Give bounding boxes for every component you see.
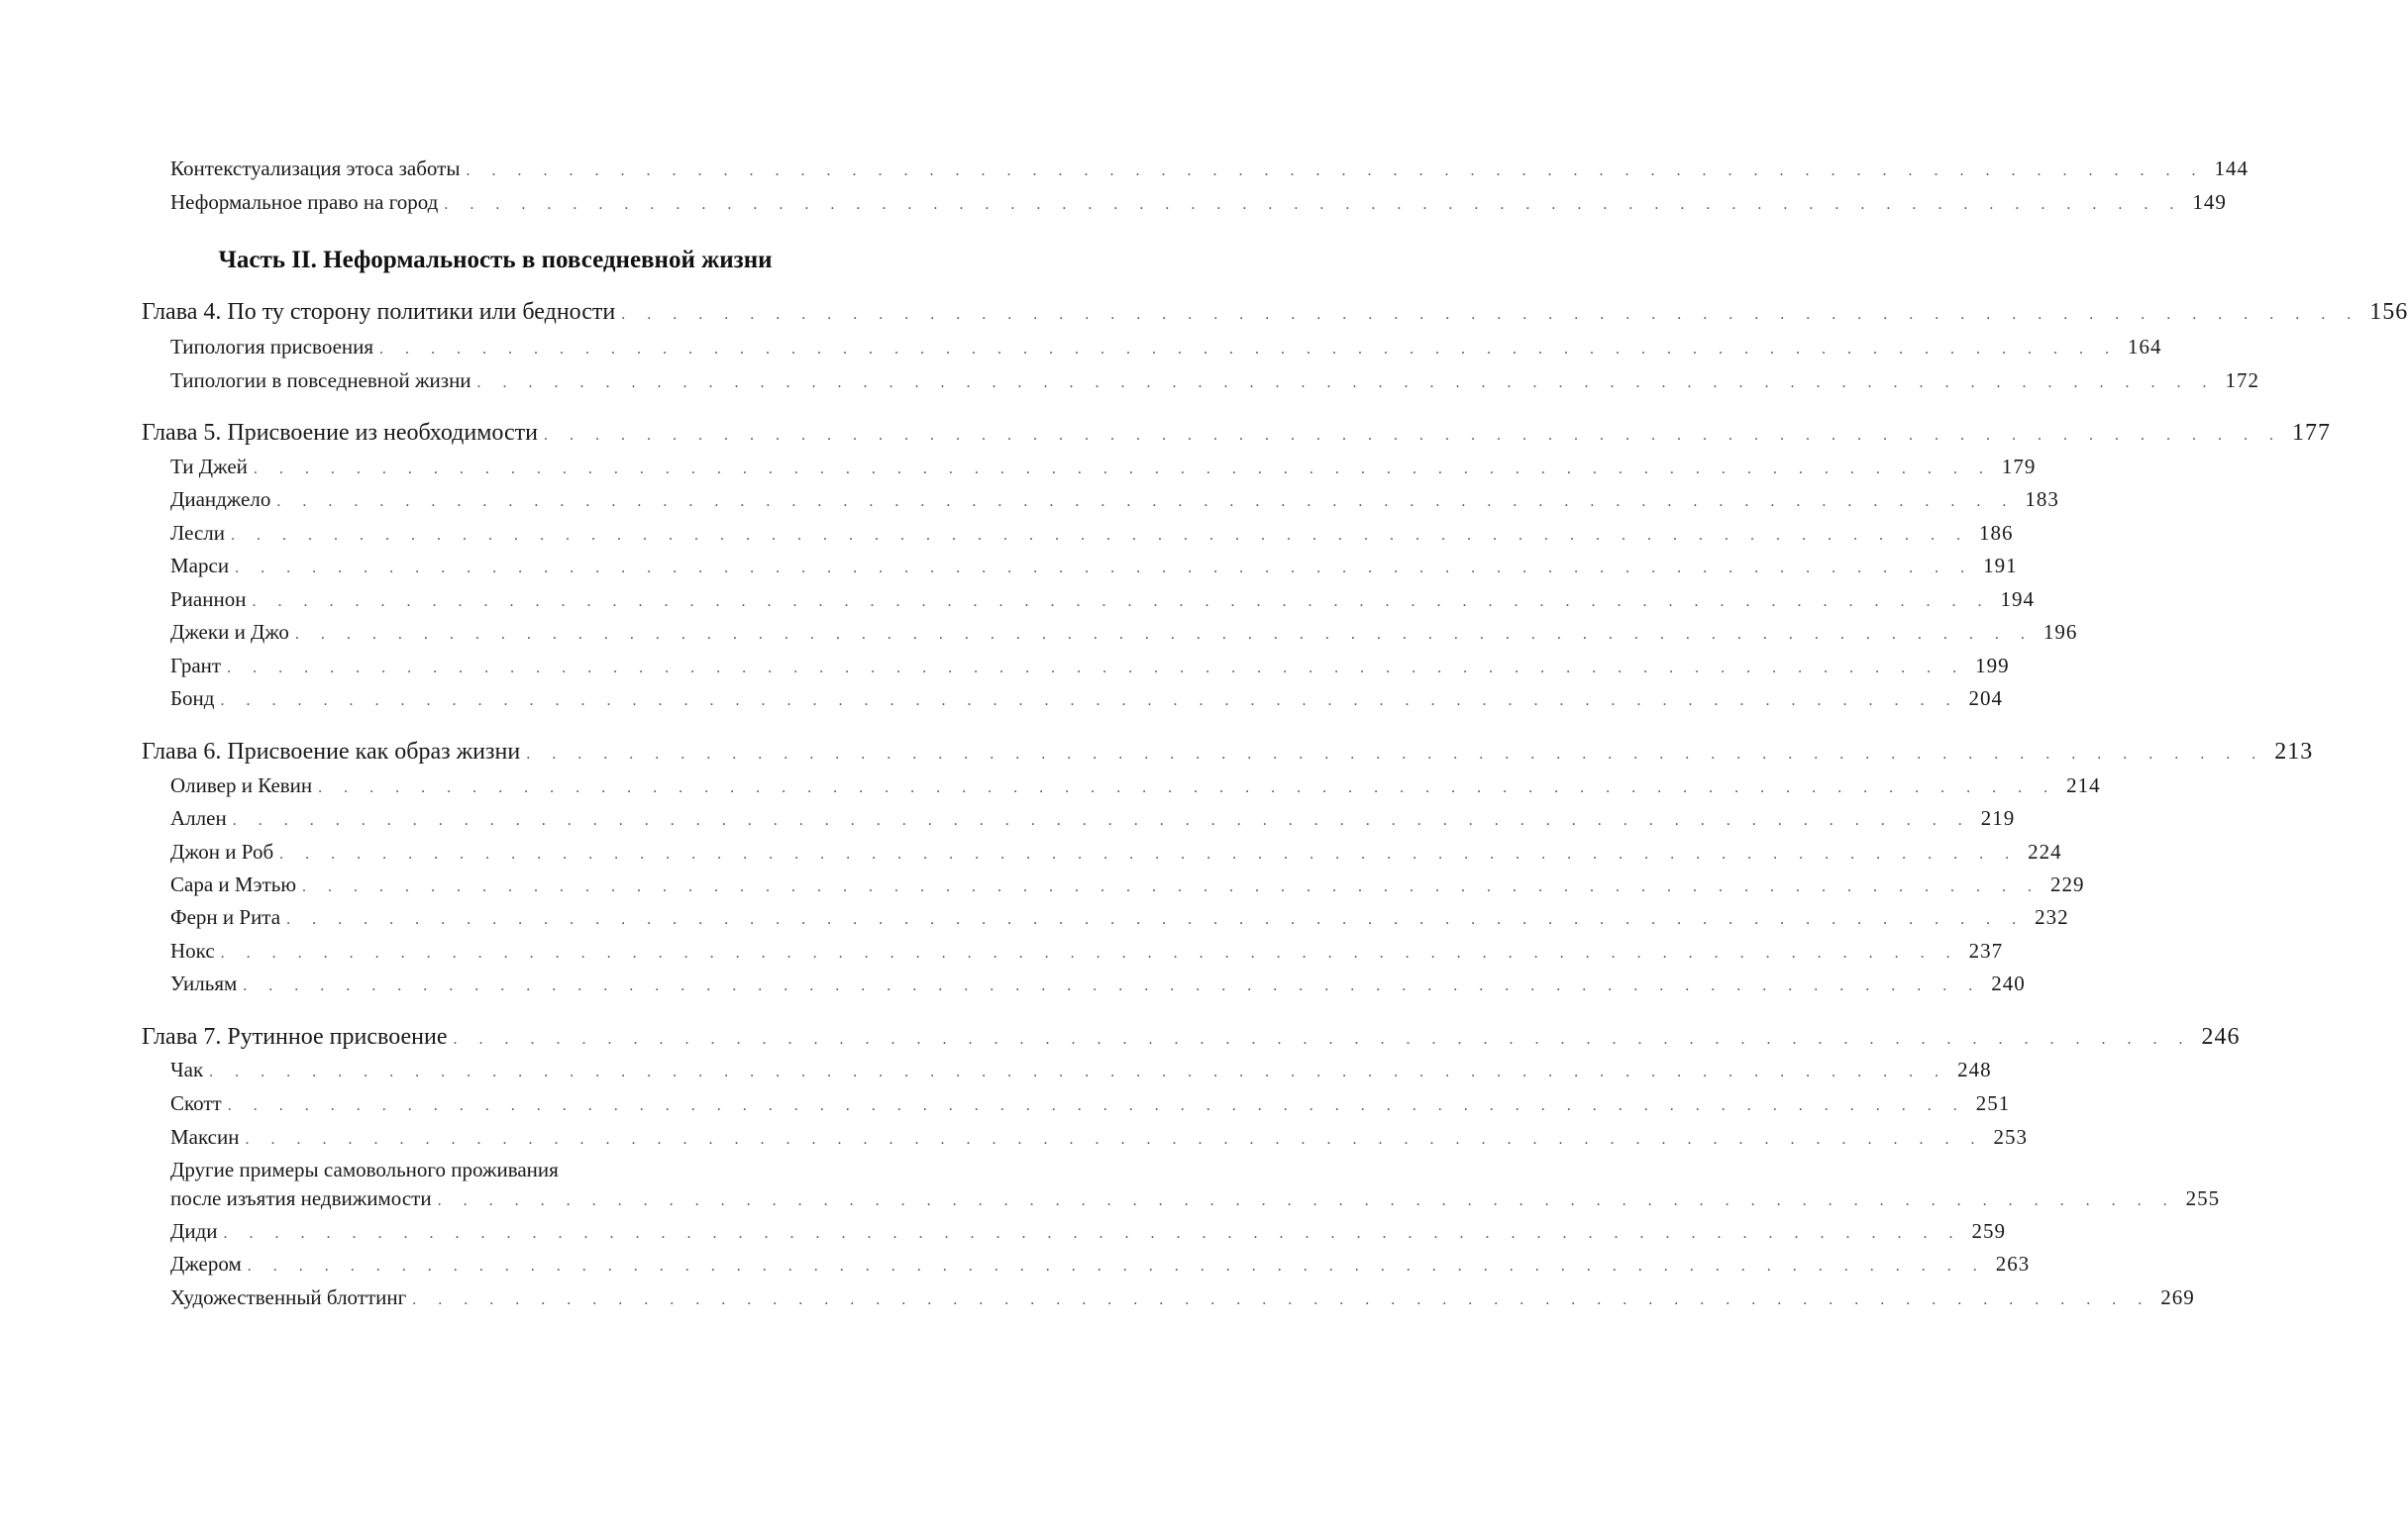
toc-page-number: 224 — [2028, 840, 2062, 864]
toc-chapter — [142, 1024, 2241, 1058]
toc-page-number: 237 — [1968, 939, 2004, 963]
dot-leader: . . . . . . . . . . . . . . . . . . . . . . . . . . . . . . . . . . . . . . . . . . . . . . . . . . . . . . . . . . . . . . . . . . . . — [230, 527, 1969, 544]
dot-leader: . . . . . . . . . . . . . . . . . . . . . . . . . . . . . . . . . . . . . . . . . . . . . . . . . . . . . . . . . . . . . . . . . . . . — [276, 493, 2016, 510]
toc-page-number: 246 — [2201, 1024, 2241, 1050]
toc-entry — [170, 156, 2249, 190]
toc-page-number: 253 — [1993, 1125, 2028, 1149]
toc-page-number: 186 — [1978, 521, 2014, 545]
toc-chapter — [142, 739, 2314, 772]
toc-entry-title-line2: после изъятия недвижимости — [170, 1186, 432, 1210]
dot-leader: . . . . . . . . . . . . . . . . . . . . . . . . . . . . . . . . . . . . . . . . . . . . . . . . . . . . . . . . . . . . . . . . . . . . — [302, 878, 2042, 895]
toc-page-number: 204 — [1968, 686, 2003, 710]
toc-page-number: 248 — [1957, 1058, 1992, 1081]
toc-entry — [170, 872, 2085, 906]
toc-entry — [170, 1252, 2031, 1285]
toc-entry-title: Уильям — [170, 972, 238, 995]
toc-page-number: 149 — [2192, 190, 2227, 214]
dot-leader: . . . . . . . . . . . . . . . . . . . . . . . . . . . . . . . . . . . . . . . . . . . . . . . . . . . . . . . . . . . . . . . . . . . . — [232, 812, 1971, 829]
dot-leader: . . . . . . . . . . . . . . . . . . . . . . . . . . . . . . . . . . . . . . . . . . . . . . . . . . . . . . . . . . . . . . . . . . . . — [253, 461, 1992, 477]
dot-leader: . . . . . . . . . . . . . . . . . . . . . . . . . . . . . . . . . . . . . . . . . . . . . . . . . . . . . . . . . . . . . . . . . . . . — [209, 1064, 1948, 1080]
toc-entry-title: Дианджело — [170, 487, 271, 511]
toc-entry-title: Грант — [170, 654, 222, 677]
toc-entry — [170, 190, 2227, 224]
dot-leader: . . . . . . . . . . . . . . . . . . . . . . . . . . . . . . . . . . . . . . . . . . . . . . . . . . . . . . . . . . . . . . . . . . . . — [245, 1131, 1984, 1148]
toc-entry — [170, 686, 2003, 720]
toc-entry — [170, 620, 2078, 654]
toc-entry-title: Диди — [170, 1219, 218, 1243]
toc-entry-title: Максин — [170, 1125, 240, 1149]
toc-chapter — [142, 420, 2331, 454]
toc-entry-title: Оливер и Кевин — [170, 773, 313, 797]
dot-leader: . . . . . . . . . . . . . . . . . . . . . . . . . . . . . . . . . . . . . . . . . . . . . . . . . . . . . . . . . . . . . . . . . . . . — [526, 746, 2265, 763]
dot-leader: . . . . . . . . . . . . . . . . . . . . . . . . . . . . . . . . . . . . . . . . . . . . . . . . . . . . . . . . . . . . . . . . . . . . — [444, 196, 2183, 213]
toc-entry-title: Неформальное право на город — [170, 190, 439, 214]
dot-leader: . . . . . . . . . . . . . . . . . . . . . . . . . . . . . . . . . . . . . . . . . . . . . . . . . . . . . . . . . . . . . . . . . . . . — [235, 560, 1974, 576]
toc-entry-title: Художественный блоттинг — [170, 1285, 407, 1309]
dot-leader: . . . . . . . . . . . . . . . . . . . . . . . . . . . . . . . . . . . . . . . . . . . . . . . . . . . . . . . . . . . . . . . . . . . . — [453, 1031, 2192, 1048]
toc-page-number: 240 — [1991, 972, 2026, 995]
toc-page-number: 259 — [1971, 1219, 2006, 1243]
toc-entry — [170, 1058, 1992, 1091]
toc-page-number: 183 — [2025, 487, 2059, 511]
toc-page-number: 263 — [1995, 1252, 2031, 1276]
toc-page-number: 177 — [2291, 420, 2331, 446]
toc-page-number: 172 — [2225, 368, 2260, 392]
toc-entry — [170, 521, 2014, 555]
toc-page-number: 213 — [2274, 739, 2314, 765]
dot-leader: . . . . . . . . . . . . . . . . . . . . . . . . . . . . . . . . . . . . . . . . . . . . . . . . . . . . . . . . . . . . . . . . . . . . — [243, 977, 1982, 994]
toc-entry-title: Сара и Мэтью — [170, 872, 297, 896]
toc-page-number: 191 — [1983, 554, 2018, 577]
toc-entry — [170, 335, 2162, 368]
dot-leader: . . . . . . . . . . . . . . . . . . . . . . . . . . . . . . . . . . . . . . . . . . . . . . . . . . . . . . . . . . . . . . . . . . . . — [223, 1225, 1962, 1242]
toc-entry-title: Марси — [170, 554, 230, 577]
toc-page-number: 232 — [2035, 905, 2069, 929]
dot-leader: . . . . . . . . . . . . . . . . . . . . . . . . . . . . . . . . . . . . . . . . . . . . . . . . . . . . . . . . . . . . . . . . . . . . — [318, 779, 2057, 796]
toc-entry-title: Джон и Роб — [170, 840, 274, 864]
toc-entry — [170, 1091, 2011, 1125]
toc-entry-title: Скотт — [170, 1091, 222, 1115]
toc-entry — [170, 905, 2069, 939]
toc-entry — [170, 1219, 2006, 1253]
dot-leader: . . . . . . . . . . . . . . . . . . . . . . . . . . . . . . . . . . . . . . . . . . . . . . . . . . . . . . . . . . . . . . . . . . . . — [220, 692, 1959, 709]
toc-entry-title: Рианнон — [170, 587, 247, 611]
toc-entry-title: Ферн и Рита — [170, 905, 281, 929]
toc-entry-title: Джеки и Джо — [170, 620, 289, 644]
toc-entry — [170, 554, 2018, 587]
toc-entry-title: Типология присвоения — [170, 335, 374, 359]
toc-entry — [170, 1186, 2221, 1220]
toc-entry-title: Типологии в повседневной жизни — [170, 368, 471, 392]
toc-entry-multiline — [170, 1158, 891, 1187]
dot-leader: . . . . . . . . . . . . . . . . . . . . . . . . . . . . . . . . . . . . . . . . . . . . . . . . . . . . . . . . . . . . . . . . . . . . — [220, 945, 1959, 962]
toc-entry — [170, 972, 2026, 1005]
toc-entry-title: Контекстуализация этоса заботы — [170, 156, 461, 180]
toc-entry-title: Нокс — [170, 939, 215, 963]
toc-page-number: 219 — [1980, 806, 2016, 830]
dot-leader: . . . . . . . . . . . . . . . . . . . . . . . . . . . . . . . . . . . . . . . . . . . . . . . . . . . . . . . . . . . . . . . . . . . . — [247, 1258, 1986, 1275]
toc-chapter-title: Глава 4. По ту сторону политики или бедности — [142, 299, 616, 325]
toc-page-number: 199 — [1975, 654, 2010, 677]
part-heading: Часть II. Неформальность в повседневной жизни — [218, 247, 773, 273]
toc-page-number: 251 — [1975, 1091, 2011, 1115]
toc-page-number: 196 — [2042, 620, 2078, 644]
dot-leader: . . . . . . . . . . . . . . . . . . . . . . . . . . . . . . . . . . . . . . . . . . . . . . . . . . . . . . . . . . . . . . . . . . . . — [227, 660, 1966, 676]
dot-leader: . . . . . . . . . . . . . . . . . . . . . . . . . . . . . . . . . . . . . . . . . . . . . . . . . . . . . . . . . . . . . . . . . . . . — [379, 341, 2119, 358]
toc-entry-title: Чак — [170, 1058, 204, 1081]
dot-leader: . . . . . . . . . . . . . . . . . . . . . . . . . . . . . . . . . . . . . . . . . . . . . . . . . . . . . . . . . . . . . . . . . . . . — [543, 427, 2282, 444]
toc-entry — [170, 368, 2260, 402]
toc-page-number: 164 — [2128, 335, 2162, 359]
dot-leader: . . . . . . . . . . . . . . . . . . . . . . . . . . . . . . . . . . . . . . . . . . . . . . . . . . . . . . . . . . . . . . . . . . . . — [412, 1291, 2151, 1308]
dot-leader: . . . . . . . . . . . . . . . . . . . . . . . . . . . . . . . . . . . . . . . . . . . . . . . . . . . . . . . . . . . . . . . . . . . . — [294, 626, 2034, 643]
toc-entry-title: Лесли — [170, 521, 225, 545]
toc-entry — [170, 939, 2004, 973]
dot-leader: . . . . . . . . . . . . . . . . . . . . . . . . . . . . . . . . . . . . . . . . . . . . . . . . . . . . . . . . . . . . . . . . . . . . — [279, 846, 2019, 863]
dot-leader: . . . . . . . . . . . . . . . . . . . . . . . . . . . . . . . . . . . . . . . . . . . . . . . . . . . . . . . . . . . . . . . . . . . . — [252, 593, 1991, 610]
toc-chapter-title: Глава 7. Рутинное присвоение — [142, 1024, 448, 1050]
dot-leader: . . . . . . . . . . . . . . . . . . . . . . . . . . . . . . . . . . . . . . . . . . . . . . . . . . . . . . . . . . . . . . . . . . . . — [476, 374, 2216, 391]
dot-leader: . . . . . . . . . . . . . . . . . . . . . . . . . . . . . . . . . . . . . . . . . . . . . . . . . . . . . . . . . . . . . . . . . . . . — [227, 1097, 1966, 1114]
toc-entry — [170, 1285, 2195, 1319]
toc-page-number: 269 — [2160, 1285, 2195, 1309]
toc-chapter-title: Глава 5. Присвоение из необходимости — [142, 420, 538, 446]
dot-leader: . . . . . . . . . . . . . . . . . . . . . . . . . . . . . . . . . . . . . . . . . . . . . . . . . . . . . . . . . . . . . . . . . . . . — [437, 1192, 2176, 1209]
toc-entry — [170, 773, 2101, 807]
toc-page-number: 214 — [2066, 773, 2101, 797]
toc-page-number: 179 — [2001, 455, 2037, 478]
toc-page-number: 156 — [2369, 299, 2408, 325]
toc-entry-title: Ти Джей — [170, 455, 248, 478]
toc-chapter-title: Глава 6. Присвоение как образ жизни — [142, 739, 521, 765]
dot-leader: . . . . . . . . . . . . . . . . . . . . . . . . . . . . . . . . . . . . . . . . . . . . . . . . . . . . . . . . . . . . . . . . . . . . — [466, 162, 2205, 179]
toc-chapter — [142, 299, 2408, 333]
toc-entry-title: Джером — [170, 1252, 242, 1276]
toc-entry-title: Аллен — [170, 806, 227, 830]
dot-leader: . . . . . . . . . . . . . . . . . . . . . . . . . . . . . . . . . . . . . . . . . . . . . . . . . . . . . . . . . . . . . . . . . . . . — [621, 306, 2360, 323]
toc-entry-title: Бонд — [170, 686, 215, 710]
toc-page-number: 144 — [2214, 156, 2249, 180]
toc-page-number: 255 — [2185, 1186, 2221, 1210]
dot-leader: . . . . . . . . . . . . . . . . . . . . . . . . . . . . . . . . . . . . . . . . . . . . . . . . . . . . . . . . . . . . . . . . . . . . — [286, 911, 2026, 928]
toc-entry — [170, 654, 2010, 687]
toc-entry — [170, 487, 2059, 521]
toc-entry — [170, 587, 2035, 621]
toc-entry-title-line1: Другие примеры самовольного проживания — [170, 1158, 559, 1181]
toc-entry — [170, 840, 2062, 873]
toc-page-number: 194 — [2000, 587, 2035, 611]
toc-entry — [170, 455, 2037, 488]
toc-entry — [170, 1125, 2028, 1159]
toc-entry — [170, 806, 2016, 840]
toc-page-number: 229 — [2050, 872, 2085, 896]
